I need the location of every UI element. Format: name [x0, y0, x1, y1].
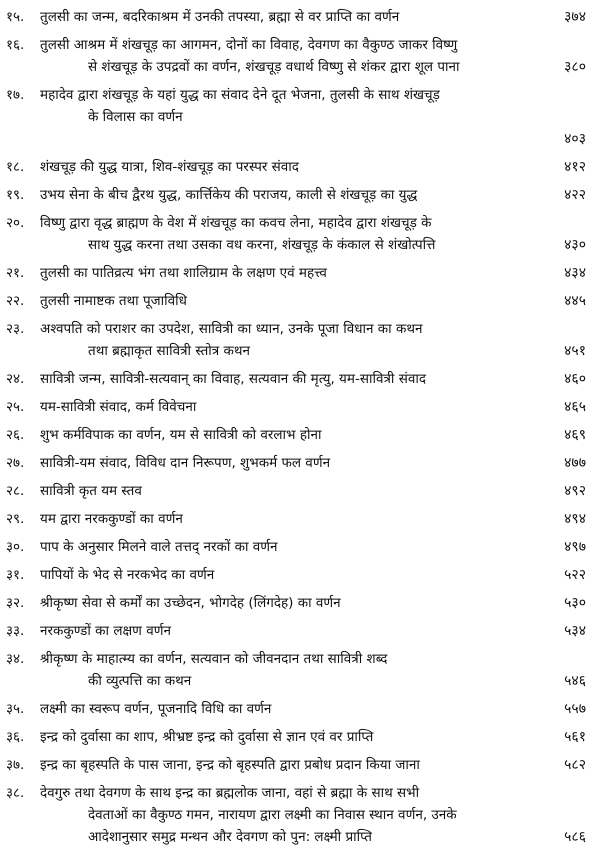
toc-entry [6, 592, 586, 614]
entry-title: इन्द्र को दुर्वासा का शाप, श्रीभ्रष्ट इन्द्र को दुर्वासा से ज्ञान एवं वर प्राप्ति [40, 729, 374, 745]
page-number: ४४५ [564, 293, 586, 309]
toc-line [6, 782, 586, 804]
entry-title: आदेशानुसार समुद्र मन्थन और देवगण को पुन: लक्ष्मी प्राप्ति [88, 829, 372, 845]
page-number: ४९७ [564, 539, 586, 555]
entry-number: १५. [6, 9, 25, 25]
toc-entry [6, 184, 586, 206]
entry-title: सावित्री जन्म, सावित्री-सत्यवान् का विवाह, सत्यवान की मृत्यु, यम-सावित्री संवाद [40, 371, 426, 387]
entry-title: श्रीकृष्ण सेवा से कर्मों का उच्छेदन, भोगदेह (लिंगदेह) का वर्णन [40, 595, 341, 611]
entry-number: ३२. [6, 595, 25, 611]
entry-number: ३३. [6, 623, 25, 639]
entry-number: २३. [6, 321, 25, 337]
toc-line [6, 648, 586, 670]
toc-line [6, 290, 586, 312]
entry-title: की व्युत्पत्ति का कथन [88, 673, 192, 689]
entry-number: ३४. [6, 651, 25, 667]
entry-title: तुलसी नामाष्टक तथा पूजाविधि [40, 293, 187, 309]
entry-number: २०. [6, 215, 25, 231]
entry-number: २२. [6, 293, 25, 309]
toc-line [6, 318, 586, 340]
toc-entry [6, 508, 586, 530]
toc-entry [6, 84, 586, 150]
toc-line [6, 804, 586, 826]
toc-line [6, 156, 586, 178]
entry-title: विष्णु द्वारा वृद्ध ब्राह्मण के वेश में शंखचूड़ का कवच लेना, महादेव द्वारा शंखचूड़ के [40, 215, 432, 231]
table-of-contents [6, 6, 586, 848]
page-number: ३७४ [564, 9, 586, 25]
toc-entry [6, 452, 586, 474]
page-number: ५८६ [564, 829, 586, 845]
toc-entry [6, 34, 586, 78]
entry-title: लक्ष्मी का स्वरूप वर्णन, पूजनादि विधि का वर्णन [40, 701, 272, 717]
toc-line [6, 592, 586, 614]
toc-line [6, 536, 586, 558]
page-number: ५३० [564, 595, 586, 611]
toc-entry [6, 156, 586, 178]
entry-title: यम द्वारा नरककुण्डों का वर्णन [40, 511, 183, 527]
toc-entry [6, 726, 586, 748]
page-number: ४९२ [564, 483, 586, 499]
toc-line [6, 262, 586, 284]
entry-title: शंखचूड़ की युद्ध यात्रा, शिव-शंखचूड़ का परस्पर संवाद [40, 159, 299, 175]
page-number: ५६१ [564, 729, 586, 745]
toc-line [6, 340, 586, 362]
entry-title: देवगुरु तथा देवगण के साथ इन्द्र का ब्रह्मलोक जाना, वहां से ब्रह्मा के साथ सभी [40, 785, 420, 801]
toc-line [6, 234, 586, 256]
toc-line [6, 212, 586, 234]
page-number: ४२२ [564, 187, 586, 203]
page-number: ४३४ [564, 265, 586, 281]
entry-number: २१. [6, 265, 25, 281]
page-number: ४६५ [564, 399, 586, 415]
entry-number: २९. [6, 511, 25, 527]
entry-number: २४. [6, 371, 25, 387]
toc-line [6, 396, 586, 418]
toc-entry [6, 620, 586, 642]
entry-title: के विलास का वर्णन [88, 109, 183, 125]
entry-number: ३५. [6, 701, 25, 717]
toc-line [6, 368, 586, 390]
toc-line [6, 620, 586, 642]
toc-line [6, 6, 586, 28]
toc-entry [6, 396, 586, 418]
entry-title: तुलसी का पातिव्रत्य भंग तथा शालिग्राम के लक्षण एवं महत्त्व [40, 265, 327, 281]
toc-entry [6, 480, 586, 502]
page-number: ५८२ [564, 757, 586, 773]
entry-number: ३६. [6, 729, 25, 745]
page-number: ४०३ [564, 131, 586, 147]
page-number: ३८० [564, 59, 586, 75]
toc-entry [6, 754, 586, 776]
page-number: ४६० [564, 371, 586, 387]
entry-title: से शंखचूड़ के उपद्रवों का वर्णन, शंखचूड़ वधार्थ विष्णु से शंकर द्वारा शूल पाना [88, 59, 460, 75]
toc-line [6, 754, 586, 776]
entry-title: पाप के अनुसार मिलने वाले तत्तद् नरकों का वर्णन [40, 539, 278, 555]
entry-title: सावित्री कृत यम स्तव [40, 483, 142, 499]
toc-line [6, 670, 586, 692]
entry-title: इन्द्र का बृहस्पति के पास जाना, इन्द्र को बृहस्पति द्वारा प्रबोध प्रदान किया जाना [40, 757, 420, 773]
page-number: ४६९ [564, 427, 586, 443]
toc-line [6, 184, 586, 206]
entry-number: १६. [6, 37, 25, 53]
toc-line [6, 698, 586, 720]
toc-entry [6, 424, 586, 446]
toc-line [6, 56, 586, 78]
entry-title: शुभ कर्मविपाक का वर्णन, यम से सावित्री को वरलाभ होना [40, 427, 322, 443]
toc-line [6, 424, 586, 446]
toc-entry [6, 564, 586, 586]
toc-entry [6, 262, 586, 284]
toc-entry [6, 536, 586, 558]
page-number: ५४६ [564, 673, 586, 689]
toc-entry [6, 318, 586, 362]
page-number: ४३० [564, 237, 586, 253]
toc-entry [6, 368, 586, 390]
toc-entry [6, 698, 586, 720]
entry-title: तुलसी का जन्म, बदरिकाश्रम में उनकी तपस्या, ब्रह्मा से वर प्राप्ति का वर्णन [40, 9, 400, 25]
entry-title: यम-सावित्री संवाद, कर्म विवेचना [40, 399, 197, 415]
entry-title: तथा ब्रह्माकृत सावित्री स्तोत्र कथन [88, 343, 251, 359]
entry-title: नरककुण्डों का लक्षण वर्णन [40, 623, 171, 639]
entry-number: ३८. [6, 785, 25, 801]
entry-title: तुलसी आश्रम में शंखचूड़ का आगमन, दोनों का विवाह, देवगण का वैकुण्ठ जाकर विष्णु [40, 37, 458, 53]
page-number: ५५७ [564, 701, 586, 717]
toc-line [6, 726, 586, 748]
entry-number: ३०. [6, 539, 25, 555]
entry-title: श्रीकृष्ण के माहात्म्य का वर्णन, सत्यवान को जीवनदान तथा सावित्री शब्द [40, 651, 388, 667]
toc-line [6, 480, 586, 502]
toc-entry [6, 648, 586, 692]
entry-title: महादेव द्वारा शंखचूड़ के यहां युद्ध का संवाद देने दूत भेजना, तुलसी के साथ शंखचूड़ [40, 87, 440, 103]
toc-line [6, 508, 586, 530]
toc-entry [6, 782, 586, 848]
page-number: ४७७ [564, 455, 586, 471]
toc-entry [6, 290, 586, 312]
toc-line [6, 128, 586, 150]
toc-line [6, 452, 586, 474]
page-number: ५३४ [564, 623, 586, 639]
page-number: ४५१ [564, 343, 586, 359]
toc-line [6, 564, 586, 586]
entry-title: अश्वपति को पराशर का उपदेश, सावित्री का ध्यान, उनके पूजा विधान का कथन [40, 321, 423, 337]
entry-title: साथ युद्ध करना तथा उसका वध करना, शंखचूड़ के कंकाल से शंखोत्पत्ति [88, 237, 436, 253]
entry-number: ३७. [6, 757, 25, 773]
page-number: ४९४ [564, 511, 586, 527]
page-number: ५२२ [564, 567, 586, 583]
toc-line [6, 84, 586, 106]
toc-line [6, 34, 586, 56]
entry-number: २८. [6, 483, 25, 499]
entry-number: २६. [6, 427, 25, 443]
entry-number: १७. [6, 87, 25, 103]
page-number: ४१२ [564, 159, 586, 175]
entry-number: १८. [6, 159, 25, 175]
entry-number: ३१. [6, 567, 25, 583]
entry-number: २५. [6, 399, 25, 415]
toc-line [6, 106, 586, 128]
entry-number: १९. [6, 187, 25, 203]
entry-title: पापियों के भेद से नरकभेद का वर्णन [40, 567, 215, 583]
entry-title: देवताओं का वैकुण्ठ गमन, नारायण द्वारा लक्ष्मी का निवास स्थान वर्णन, उनके [88, 807, 457, 823]
toc-entry [6, 6, 586, 28]
toc-line [6, 826, 586, 848]
toc-entry [6, 212, 586, 256]
entry-title: उभय सेना के बीच द्वैरथ युद्ध, कार्त्तिकेय की पराजय, काली से शंखचूड़ का युद्ध [40, 187, 418, 203]
entry-title: सावित्री-यम संवाद, विविध दान निरूपण, शुभकर्म फल वर्णन [40, 455, 331, 471]
entry-number: २७. [6, 455, 25, 471]
